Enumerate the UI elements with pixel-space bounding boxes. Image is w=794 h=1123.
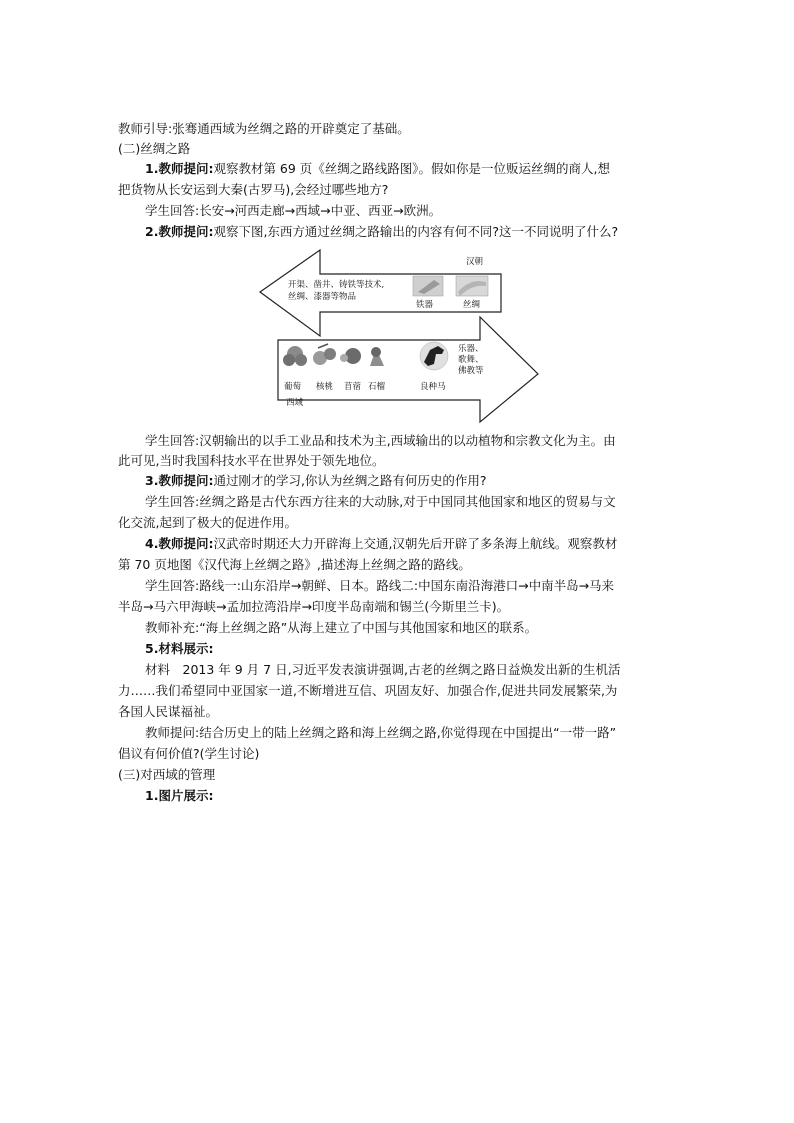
han-exports-text-1: 开渠、凿井、铸铁等技术, — [288, 280, 385, 290]
teacher-question-5-line-2: 倡议有何价值?(学生讨论) — [118, 746, 260, 761]
han-exports-text-2: 丝绸、漆器等物品 — [288, 292, 357, 302]
image-display-heading: 1.图片展示: — [145, 788, 214, 803]
material-display-heading: 5.材料展示: — [145, 641, 214, 656]
grape-label: 葡萄 — [284, 382, 302, 392]
teacher-supplement: 教师补充:“海上丝绸之路”从海上建立了中国与其他国家和地区的联系。 — [145, 620, 538, 635]
question-2: 2.教师提问:观察下图,东西方通过丝绸之路输出的内容有何不同?这一不同说明了什么? — [145, 224, 619, 239]
material-line-2: 力……我们希望同中亚国家一道,不断增进互信、巩固友好、加强合作,促进共同发展繁荣,为 — [118, 683, 618, 698]
answer-4-line-2: 半岛→马六甲海峡→孟加拉湾沿岸→印度半岛南端和锡兰(今斯里兰卡)。 — [118, 599, 510, 614]
walnut-label: 核桃 — [316, 382, 334, 392]
answer-4-line-1: 学生回答:路线一:山东沿岸→朝鲜、日本。路线二:中国东南沿海港口→中南半岛→马来 — [145, 578, 615, 593]
teacher-question-5-line-1: 教师提问:结合历史上的陆上丝绸之路和海上丝绸之路,你觉得现在中国提出“一带一路” — [145, 725, 617, 740]
material-line-1: 材料 2013 年 9 月 7 日,习近平发表演讲强调,古老的丝绸之路日益焕发出新的生机活 — [145, 662, 621, 677]
iron-tools-label: 铁器 — [416, 300, 434, 310]
western-regions-label: 西域 — [286, 398, 304, 408]
answer-2-line-1: 学生回答:汉朝输出的以手工业品和技术为主,西域输出的以动植物和宗教文化为主。由 — [145, 433, 616, 448]
western-exports-text-3: 佛教等 — [458, 366, 484, 376]
western-exports-text-1: 乐器、 — [458, 344, 484, 354]
question-1-line-1: 1.教师提问:观察教材第 69 页《丝绸之路线路图》。假如你是一位贩运丝绸的商人,想 — [145, 161, 611, 176]
question-4-line-1: 4.教师提问:汉武帝时期还大力开辟海上交通,汉朝先后开辟了多条海上航线。观察教材 — [145, 536, 618, 551]
teacher-guide-line: 教师引导:张骞通西域为丝绸之路的开辟奠定了基础。 — [118, 121, 410, 136]
silk-road-exchange-diagram — [258, 248, 540, 424]
answer-1: 学生回答:长安→河西走廊→西域→中亚、西亚→欧洲。 — [145, 203, 442, 218]
han-dynasty-label: 汉朝 — [466, 257, 484, 267]
answer-2-line-2: 此可见,当时我国科技水平在世界处于领先地位。 — [118, 453, 385, 468]
western-exports-text-2: 歌舞、 — [458, 355, 484, 365]
horse-image — [420, 342, 448, 370]
answer-3-line-1: 学生回答:丝绸之路是古代东西方往来的大动脉,对于中国同其他国家和地区的贸易与文 — [145, 494, 616, 509]
section-heading-silk-road: (二)丝绸之路 — [118, 141, 191, 156]
horse-label: 良种马 — [420, 382, 446, 392]
alfalfa-label: 苜蓿 — [344, 382, 362, 392]
pomegranate-label: 石榴 — [368, 382, 386, 392]
material-line-3: 各国人民谋福祉。 — [118, 704, 219, 719]
silk-label: 丝绸 — [463, 300, 481, 310]
question-4-line-2: 第 70 页地图《汉代海上丝绸之路》,描述海上丝绸之路的路线。 — [118, 557, 471, 572]
section-heading-western-regions: (三)对西域的管理 — [118, 767, 216, 782]
question-3: 3.教师提问:通过刚才的学习,你认为丝绸之路有何历史的作用? — [145, 473, 487, 488]
answer-3-line-2: 化交流,起到了极大的促进作用。 — [118, 515, 297, 530]
question-1-line-2: 把货物从长安运到大秦(古罗马),会经过哪些地方? — [118, 182, 389, 197]
